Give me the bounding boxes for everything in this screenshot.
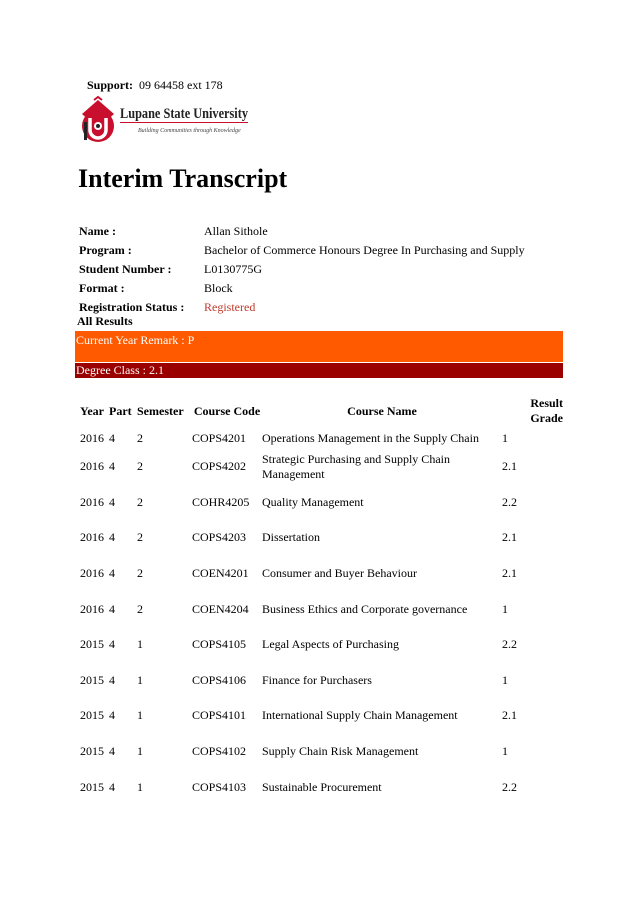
cell-result-grade: 1 xyxy=(502,431,508,445)
cell-result-grade: 1 xyxy=(502,744,508,759)
cell-course-name: Business Ethics and Corporate governance xyxy=(262,601,468,616)
cell-semester: 2 xyxy=(137,431,143,445)
cell-semester: 2 xyxy=(137,494,143,509)
cell-semester: 1 xyxy=(137,672,143,687)
table-row xyxy=(75,449,563,485)
cell-semester: 1 xyxy=(137,637,143,652)
cell-course-name: Operations Management in the Supply Chain xyxy=(262,431,479,445)
cell-year: 2016 xyxy=(80,566,104,581)
info-value: L0130775G xyxy=(204,262,262,276)
cell-part: 4 xyxy=(109,459,115,474)
all-results-heading: All Results xyxy=(77,314,133,328)
cell-semester: 2 xyxy=(137,459,143,474)
cell-semester: 2 xyxy=(137,530,143,545)
cell-course-code: COPS4202 xyxy=(192,459,247,474)
cell-course-name: Quality Management xyxy=(262,494,364,509)
cell-result-grade: 2.2 xyxy=(502,637,517,652)
cell-part: 4 xyxy=(109,431,115,445)
cell-part: 4 xyxy=(109,494,115,509)
cell-course-name: Consumer and Buyer Behaviour xyxy=(262,566,417,581)
table-row xyxy=(75,520,563,556)
info-row-student-number xyxy=(79,260,559,279)
cell-semester: 1 xyxy=(137,708,143,723)
cell-year: 2015 xyxy=(80,708,104,723)
table-row xyxy=(75,698,563,734)
support-line xyxy=(87,78,223,93)
table-row xyxy=(75,591,563,627)
info-row-program xyxy=(79,241,559,260)
cell-course-name: Finance for Purchasers xyxy=(262,672,372,687)
cell-result-grade: 2.2 xyxy=(502,779,517,794)
cell-course-code: COPS4103 xyxy=(192,779,247,794)
logo-emblem-icon xyxy=(82,97,114,142)
cell-year: 2015 xyxy=(80,637,104,652)
results-table-body xyxy=(75,431,563,805)
degree-class-bar: Degree Class : 2.1 xyxy=(75,363,563,378)
table-header-row xyxy=(75,391,563,431)
cell-result-grade: 1 xyxy=(502,672,508,687)
cell-course-code: COPS4101 xyxy=(192,708,247,723)
info-label: Name : xyxy=(79,224,116,238)
cell-part: 4 xyxy=(109,708,115,723)
cell-result-grade: 2.1 xyxy=(502,708,517,723)
cell-part: 4 xyxy=(109,601,115,616)
table-row xyxy=(75,663,563,699)
cell-course-code: COPS4203 xyxy=(192,530,247,545)
support-phone: 09 64458 ext 178 xyxy=(139,78,223,92)
cell-semester: 2 xyxy=(137,566,143,581)
cell-part: 4 xyxy=(109,637,115,652)
cell-year: 2016 xyxy=(80,459,104,474)
cell-result-grade: 2.1 xyxy=(502,566,517,581)
info-row-name xyxy=(79,222,559,241)
university-logo xyxy=(78,96,253,146)
logo-tagline: Building Communities through Knowledge xyxy=(138,128,241,134)
cell-course-code: COEN4201 xyxy=(192,566,249,581)
cell-part: 4 xyxy=(109,566,115,581)
info-value: Allan Sithole xyxy=(204,224,268,238)
registration-status-value: Registered xyxy=(204,300,256,314)
cell-year: 2016 xyxy=(80,530,104,545)
cell-part: 4 xyxy=(109,744,115,759)
cell-course-name: Sustainable Procurement xyxy=(262,779,382,794)
cell-semester: 1 xyxy=(137,779,143,794)
student-info xyxy=(79,222,559,317)
cell-part: 4 xyxy=(109,530,115,545)
page-title: Interim Transcript xyxy=(78,164,288,193)
cell-course-code: COPS4106 xyxy=(192,672,247,687)
cell-result-grade: 2.1 xyxy=(502,459,517,474)
cell-year: 2015 xyxy=(80,744,104,759)
info-row-format xyxy=(79,279,559,298)
cell-course-name: Dissertation xyxy=(262,530,320,545)
table-row xyxy=(75,431,563,449)
info-label: Program : xyxy=(79,243,132,257)
table-row xyxy=(75,734,563,770)
header-semester: Semester xyxy=(137,403,184,418)
cell-year: 2016 xyxy=(80,601,104,616)
info-label: Student Number : xyxy=(79,262,172,276)
header-course-name: Course Name xyxy=(347,403,417,418)
cell-part: 4 xyxy=(109,779,115,794)
cell-year: 2015 xyxy=(80,779,104,794)
cell-course-name: Supply Chain Risk Management xyxy=(262,744,419,759)
cell-result-grade: 2.2 xyxy=(502,494,517,509)
info-row-registration-status xyxy=(79,298,559,317)
logo-wordmark: Lupane State University xyxy=(120,106,249,122)
current-year-remark-bar: Current Year Remark : P xyxy=(75,331,563,362)
cell-year: 2015 xyxy=(80,672,104,687)
table-row xyxy=(75,627,563,663)
header-course-code: Course Code xyxy=(193,403,261,418)
cell-semester: 1 xyxy=(137,744,143,759)
cell-year: 2016 xyxy=(80,494,104,509)
cell-semester: 2 xyxy=(137,601,143,616)
cell-course-code: COEN4204 xyxy=(192,601,249,616)
cell-course-code: COPS4201 xyxy=(192,431,247,445)
info-label: Format : xyxy=(79,281,125,295)
table-row xyxy=(75,769,563,805)
table-row xyxy=(75,485,563,521)
header-year: Year xyxy=(80,403,104,418)
cell-course-code: COPS4105 xyxy=(192,637,247,652)
cell-course-code: COPS4102 xyxy=(192,744,247,759)
cell-course-name: Strategic Purchasing and Supply Chain Management xyxy=(262,451,450,481)
cell-course-name: Legal Aspects of Purchasing xyxy=(262,637,399,652)
info-value: Block xyxy=(204,281,233,295)
table-row xyxy=(75,556,563,592)
cell-part: 4 xyxy=(109,672,115,687)
cell-course-code: COHR4205 xyxy=(192,494,250,509)
support-label: Support: xyxy=(87,78,134,92)
cell-year: 2016 xyxy=(80,431,104,445)
cell-course-name: International Supply Chain Management xyxy=(262,708,458,723)
header-part: Part xyxy=(109,403,132,418)
results-table xyxy=(75,391,563,805)
header-result-grade: Result Grade xyxy=(530,396,563,425)
info-label: Registration Status : xyxy=(79,300,185,314)
info-value: Bachelor of Commerce Honours Degree In Purchasing and Supply xyxy=(204,243,525,257)
cell-result-grade: 1 xyxy=(502,601,508,616)
cell-result-grade: 2.1 xyxy=(502,530,517,545)
